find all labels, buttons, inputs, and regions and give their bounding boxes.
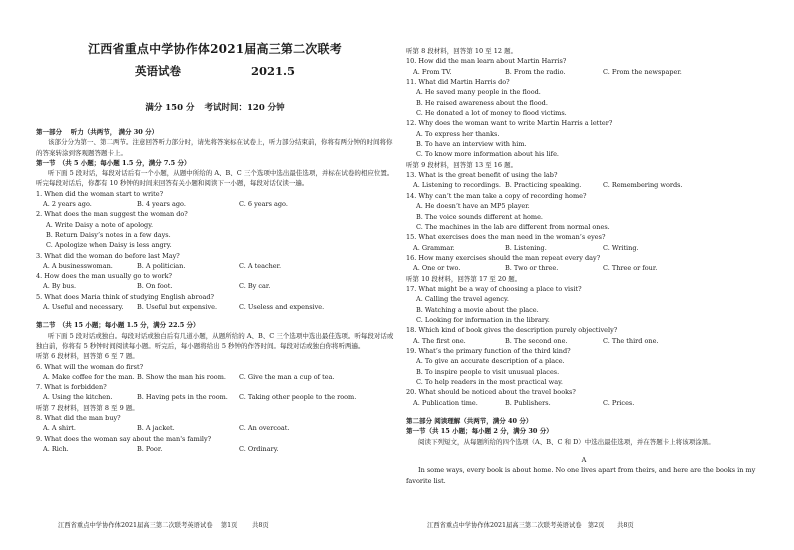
material-6-intro: 听第 6 段材料，回答第 6 至 7 题。 [36,352,139,361]
option-a: A. Publication time. [413,398,478,407]
option-b: B. Poor. [137,444,163,453]
option-c: C. Taking other people to the room. [239,393,357,402]
exam-score: 满分 150 分 [145,103,195,113]
question-1-options [36,199,394,209]
option-a: A. He saved many people in the flood. [416,88,541,97]
option-c: C. From the newspaper. [603,67,682,76]
question-3: 3. What did the woman do before last May? [36,251,180,260]
option-a: A. Make coffee for the man. [43,372,135,381]
part2-section1-heading: 第一节（共 15 小题；每小题 2 分，满分 30 分） [406,427,553,436]
right-content [406,46,762,485]
spacer [406,447,762,455]
option-c: C. By car. [239,282,271,291]
option-b: B. Watching a movie about the place. [416,305,539,314]
option-b: B. Return Daisy’s notes in a few days. [46,230,171,239]
question-6: 6. What will the woman do first? [36,362,144,371]
question-20-options [406,398,762,408]
question-13: 13. What is the great benefit of using the lab? [406,171,558,180]
option-a: A. A shirt. [43,424,76,433]
option-b: B. To inspire people to visit unusual places. [416,367,560,376]
option-a: A. Grammar. [413,243,455,252]
option-b: B. Listening. [505,243,547,252]
option-b: B. Having pets in the room. [137,393,228,402]
exam-date: 2021.5 [250,64,295,78]
footer-right: 江西省重点中学协作体2021届高三第二次联考英语试卷 第2页 共8页 [427,522,634,529]
question-17: 17. What might be a way of choosing a place to visit? [406,284,582,293]
question-16: 16. How many exercises should the man repeat every day? [406,253,601,262]
option-a: A. Listening to recordings. [413,181,501,190]
question-2: 2. What does the man suggest the woman do? [36,210,188,219]
exam-title: 江西省重点中学协作体2021届高三第二次联考 [88,42,342,56]
option-b: B. A politician. [137,261,186,270]
option-c: C. Three or four. [603,264,658,273]
question-11: 11. What did Martin Harris do? [406,78,510,87]
option-c: C. He donated a lot of money to flood victims. [416,109,567,118]
option-b: B. On foot. [137,282,173,291]
option-a: A. Write Daisy a note of apology. [46,220,154,229]
section2-heading: 第二节 （共 15 小题；每小题 1.5 分，满分 22.5 分） [36,321,200,330]
option-a: A. Calling the travel agency. [416,295,509,304]
option-a: A. He doesn’t have an MP5 player. [416,202,530,211]
question-4-options [36,281,394,291]
option-c: C. Useless and expensive. [239,303,325,312]
exam-subject: 英语试卷 [134,64,181,78]
section1-heading: 第一节 （共 5 小题；每小题 1.5 分，满分 7.5 分） [36,158,191,167]
option-b: B. Publishers. [505,398,551,407]
spacer [406,408,762,416]
option-b: B. From the radio. [505,67,566,76]
left-content [36,127,394,454]
option-c: C. Ordinary. [239,444,279,453]
footer-left: 江西省重点中学协作体2021届高三第二次联考英语试卷 第1页 共8页 [58,522,269,529]
question-6-options [36,372,394,382]
option-a: A. Using the kitchen. [43,393,113,402]
question-8: 8. What did the man buy? [36,414,121,423]
option-b: B. The voice sounds different at home. [416,212,543,221]
right-column [406,0,762,550]
option-c: C. 6 years ago. [239,200,288,209]
question-7-options [36,392,394,402]
option-c: C. The machines in the lab are different from normal ones. [416,222,610,231]
option-a: A. The first one. [413,336,466,345]
option-a: A. A businesswoman. [43,261,113,270]
part2-heading: 第二部分 阅读理解（共两节，满分 40 分） [406,417,533,426]
option-b: B. Practicing speaking. [505,181,582,190]
question-9: 9. What does the woman say about the man's family? [36,434,212,443]
question-4: 4. How does the man usually go to work? [36,272,173,281]
option-c: C. Apologize when Daisy is less angry. [46,241,172,250]
option-a: A. To express her thanks. [416,129,500,138]
option-c: C. To know more information about his life. [416,150,559,159]
part2-intro: 阅读下列短文，从每题所给的四个选项（A、B、C 和 D）中选出最佳选项，并在答题卡上将该项涂黑。 [418,437,715,446]
option-b: B. The second one. [505,336,568,345]
option-c: C. Looking for information in the library. [416,315,550,324]
part1-heading: 第一部分 听力（共两节， 满分 30 分） [36,128,159,136]
exam-time: 考试时间：120 分钟 [204,103,285,113]
spacer [36,312,394,320]
question-5: 5. What does Maria think of studying English abroad? [36,292,214,301]
option-b: B. Two or three. [505,264,559,273]
option-b: B. To have an interview with him. [416,140,527,149]
question-18-options [406,336,762,346]
option-c: C. The third one. [603,336,659,345]
option-c: C. Remembering words. [603,181,683,190]
question-15-options [406,243,762,253]
option-a: A. One or two. [413,264,461,273]
option-c: C. A teacher. [239,261,282,270]
question-16-options [406,263,762,273]
section2-intro: 听下面 5 段对话或独白。每段对话或独白后有几道小题，从题所给的 A、B、C 三个选项中选出最佳选项。听每段对话或独白前，你将有 5 秒钟时间阅读每小题。听完后，每小题将给出 5 秒钟的作答时间。每段对话或独白你将听两遍。 [36,331,394,350]
material-7-intro: 听第 7 段材料，回答第 8 至 9 题。 [36,403,139,412]
option-a: A. To give an accurate description of a place. [416,357,565,366]
option-b: B. Useful but expensive. [137,303,218,312]
question-10-options [406,67,762,77]
option-b: B. 4 years ago. [137,200,186,209]
material-8-intro: 听第 8 段材料，回答第 10 至 12 题。 [406,47,518,55]
exam-score-time [36,101,394,113]
exam-subtitle [36,63,394,79]
passage-text: In some ways, every book is about home. No one lives apart from theirs, and here are the books in my favorite list. [406,466,756,485]
question-18: 18. Which kind of book gives the description purely objectively? [406,326,618,335]
option-a: A. By bus. [43,282,77,291]
question-5-options [36,302,394,312]
option-b: B. A jacket. [137,424,175,433]
question-8-options [36,423,394,433]
question-7: 7. What is forbidden? [36,383,107,392]
option-b: B. He raised awareness about the flood. [416,98,548,107]
question-13-options [406,180,762,190]
passage-label: A [581,456,587,465]
option-a: A. Useful and necessary. [43,303,124,312]
question-10: 10. How did the man learn about Martin Harris? [406,57,567,66]
option-a: A. Rich. [43,444,69,453]
option-a: A. 2 years ago. [43,200,92,209]
option-b: B. Show the man his room. [137,372,226,381]
option-c: C. Give the man a cup of tea. [239,372,335,381]
question-19: 19. What’s the primary function of the third kind? [406,346,571,355]
question-20: 20. What should be noticed about the travel books? [406,388,576,397]
material-10-intro: 听第 10 段材料，回答第 17 至 20 题。 [406,274,522,283]
part1-intro: 该部分分为第一、第二两节。注意回答听力部分时，请先将答案标在试卷上，听力部分结束前，你将有两分钟的时间将你的答案转涂到客观题答题卡上。 [36,138,393,157]
question-12: 12. Why does the woman want to write Martin Harris a letter? [406,119,613,128]
option-c: C. To help readers in the most practical way. [416,378,563,386]
question-3-options [36,261,394,271]
material-9-intro: 听第 9 段材料，回答第 13 至 16 题。 [406,160,518,169]
left-column [36,0,394,550]
option-c: C. Writing. [603,243,639,252]
option-c: C. Prices. [603,398,635,407]
option-a: A. From TV. [413,67,452,76]
question-1: 1. When did the woman start to write? [36,189,164,198]
option-c: C. An overcoat. [239,424,290,433]
question-14: 14. Why can’t the man take a copy of recording home? [406,191,587,200]
section1-intro: 听下面 5 段对话，每段对话后有一个小题，从题中所给的 A、B、C 三个选项中选出最佳选项，并标在试卷的相应位置。听完每段对话后，你都有 10 秒钟的时间来回答有关小题和阅读下一小题，每段对话仅读一遍。 [36,169,394,188]
question-9-options [36,444,394,454]
question-15: 15. What exercises does the man need in the woman’s eyes? [406,233,606,242]
